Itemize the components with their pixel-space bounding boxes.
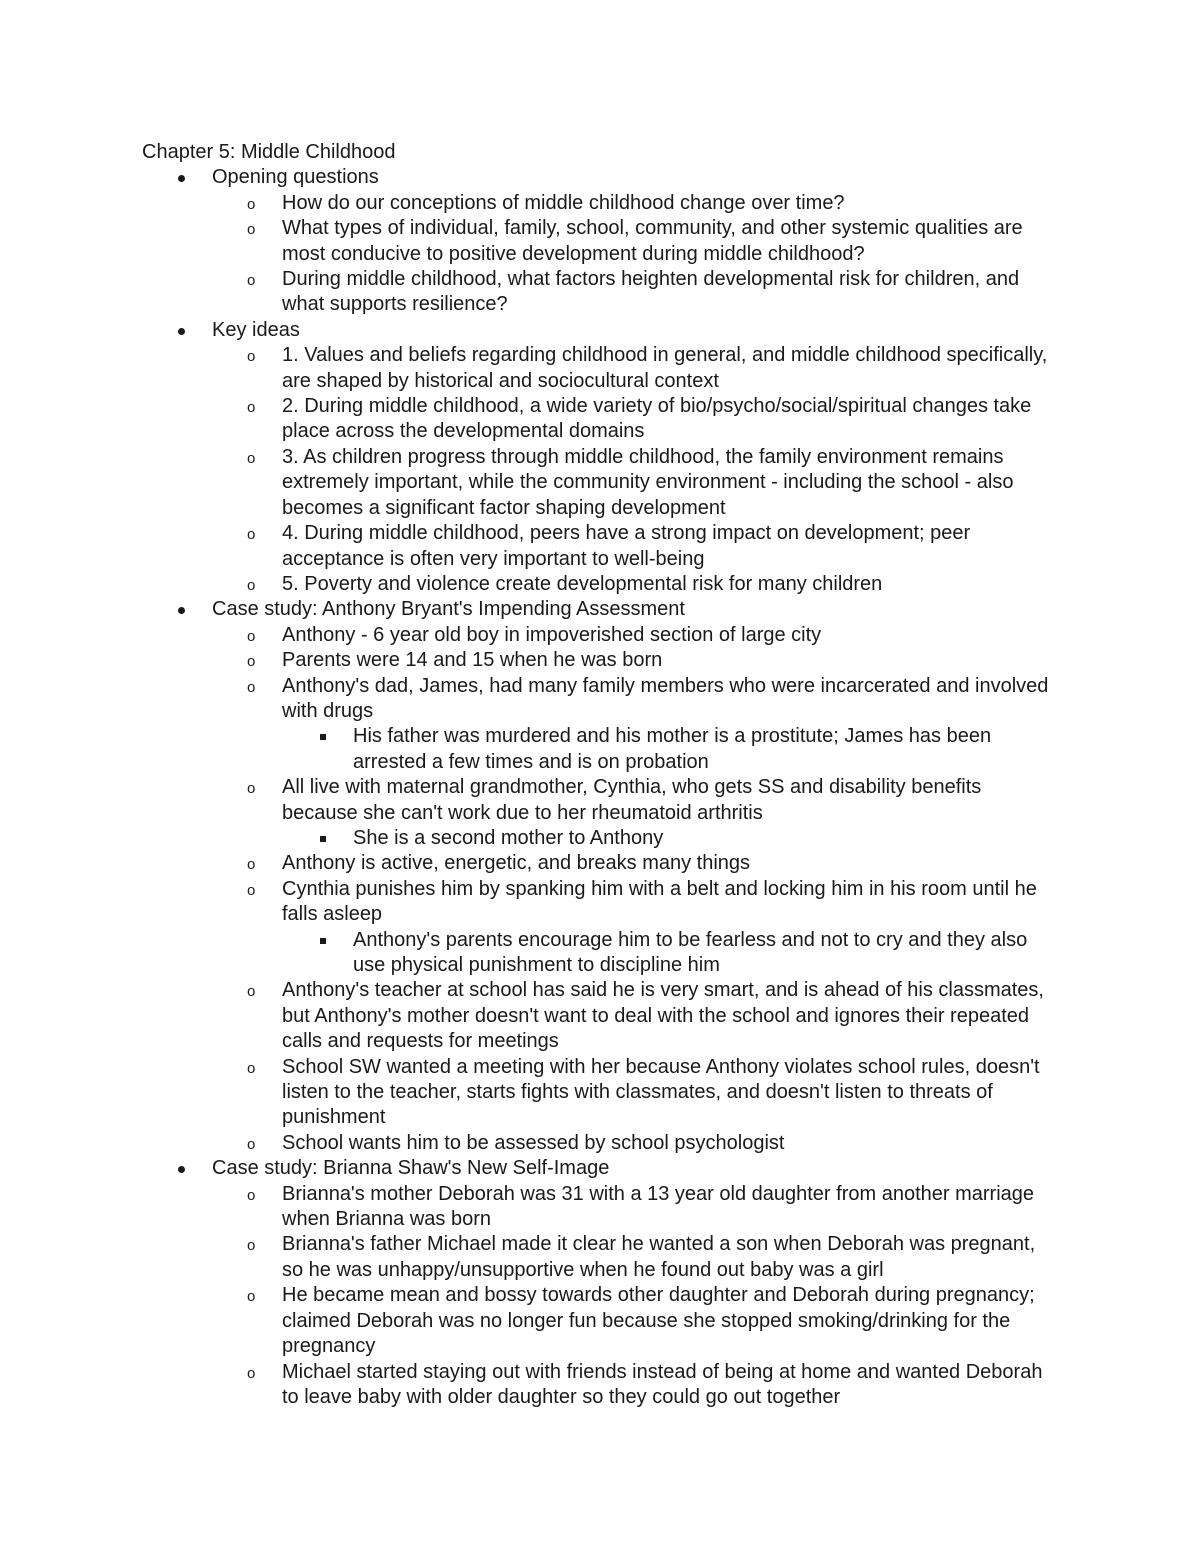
list-item [212, 1360, 1060, 1411]
list-item-text: o He became mean and bossy towards other daughter and Deborah during pregnancy; claimed Deborah was no longer fun because she stopped smoking/drinking for the pregnancy [282, 1283, 1060, 1359]
list-item-text: o How do our conceptions of middle childhood change over time? [282, 191, 1060, 216]
list-item [212, 877, 1060, 979]
list-item [212, 521, 1060, 572]
list-item [212, 267, 1060, 318]
list-item-text: o 4. During middle childhood, peers have a strong impact on development; peer acceptance is often very important to well-being [282, 521, 1060, 572]
list-item [212, 1283, 1060, 1359]
nested-list-item [282, 724, 1060, 775]
page-title: Chapter 5: Middle Childhood [142, 141, 396, 163]
list-item-text: o Anthony - 6 year old boy in impoverished section of large city [282, 623, 1060, 648]
section-label: Key ideas [212, 318, 1060, 343]
section-item [142, 1156, 1060, 1410]
nested-list-item-text: Anthony's parents encourage him to be fearless and not to cry and they also use physical punishment to discipline him [353, 928, 1060, 979]
list-item-text: o 1. Values and beliefs regarding childhood in general, and middle childhood specifically, are shaped by historical and sociocultural context [282, 343, 1060, 394]
list-item [212, 978, 1060, 1054]
nested-sublist [282, 928, 1060, 979]
nested-sublist [282, 826, 1060, 851]
list-item-text: o All live with maternal grandmother, Cynthia, who gets SS and disability benefits because she can't work due to her rheumatoid arthritis [282, 775, 1060, 826]
list-item [212, 648, 1060, 673]
section-sublist [212, 1182, 1060, 1411]
section-label: Case study: Anthony Bryant's Impending Assessment [212, 597, 1060, 622]
list-item [212, 343, 1060, 394]
section-sublist [212, 623, 1060, 1157]
list-item-text: o Parents were 14 and 15 when he was born [282, 648, 1060, 673]
list-item-text: o Anthony is active, energetic, and breaks many things [282, 851, 1060, 876]
section-sublist [212, 343, 1060, 597]
list-item [212, 572, 1060, 597]
section-label: Case study: Brianna Shaw's New Self-Image [212, 1156, 1060, 1181]
nested-list-item-text: His father was murdered and his mother is a prostitute; James has been arrested a few times and is on probation [353, 724, 1060, 775]
list-item [212, 216, 1060, 267]
list-item-text: o 3. As children progress through middle childhood, the family environment remains extremely important, while the community environment - including the school - also becomes a significant factor shaping development [282, 445, 1060, 521]
section-item [142, 597, 1060, 1156]
list-item-text: o Cynthia punishes him by spanking him with a belt and locking him in his room until he falls asleep [282, 877, 1060, 928]
list-item-text: o School SW wanted a meeting with her because Anthony violates school rules, doesn't listen to the teacher, starts fights with classmates, and doesn't listen to threats of punishment [282, 1055, 1060, 1131]
outline-list [142, 165, 1060, 1410]
list-item-text: o What types of individual, family, school, community, and other systemic qualities are most conducive to positive development during middle childhood? [282, 216, 1060, 267]
nested-sublist [282, 724, 1060, 775]
list-item [212, 1131, 1060, 1156]
list-item [212, 674, 1060, 776]
list-item-text: o 5. Poverty and violence create developmental risk for many children [282, 572, 1060, 597]
list-item-text: o 2. During middle childhood, a wide variety of bio/psycho/social/spiritual changes take place across the developmental domains [282, 394, 1060, 445]
list-item [212, 775, 1060, 851]
list-item-text: o Michael started staying out with friends instead of being at home and wanted Deborah to leave baby with older daughter so they could go out together [282, 1360, 1060, 1411]
list-item-text: o Anthony's dad, James, had many family members who were incarcerated and involved with drugs [282, 674, 1060, 725]
list-item [212, 1232, 1060, 1283]
list-item [212, 851, 1060, 876]
list-item-text: o Brianna's father Michael made it clear he wanted a son when Deborah was pregnant, so he was unhappy/unsupportive when he found out baby was a girl [282, 1232, 1060, 1283]
section-item [142, 165, 1060, 317]
list-item [212, 1055, 1060, 1131]
nested-list-item-text: She is a second mother to Anthony [353, 826, 1060, 851]
list-item [212, 623, 1060, 648]
list-item [212, 445, 1060, 521]
section-sublist [212, 191, 1060, 318]
list-item [212, 191, 1060, 216]
section-item [142, 318, 1060, 597]
list-item-text: o Brianna's mother Deborah was 31 with a 13 year old daughter from another marriage when Brianna was born [282, 1182, 1060, 1233]
list-item-text: o During middle childhood, what factors heighten developmental risk for children, and what supports resilience? [282, 267, 1060, 318]
list-item [212, 394, 1060, 445]
section-label: Opening questions [212, 165, 1060, 190]
list-item [212, 1182, 1060, 1233]
nested-list-item [282, 826, 1060, 851]
nested-list-item [282, 928, 1060, 979]
list-item-text: o Anthony's teacher at school has said he is very smart, and is ahead of his classmates, but Anthony's mother doesn't want to deal with the school and ignores their repeated calls and requests for meetings [282, 978, 1060, 1054]
list-item-text: o School wants him to be assessed by school psychologist [282, 1131, 1060, 1156]
